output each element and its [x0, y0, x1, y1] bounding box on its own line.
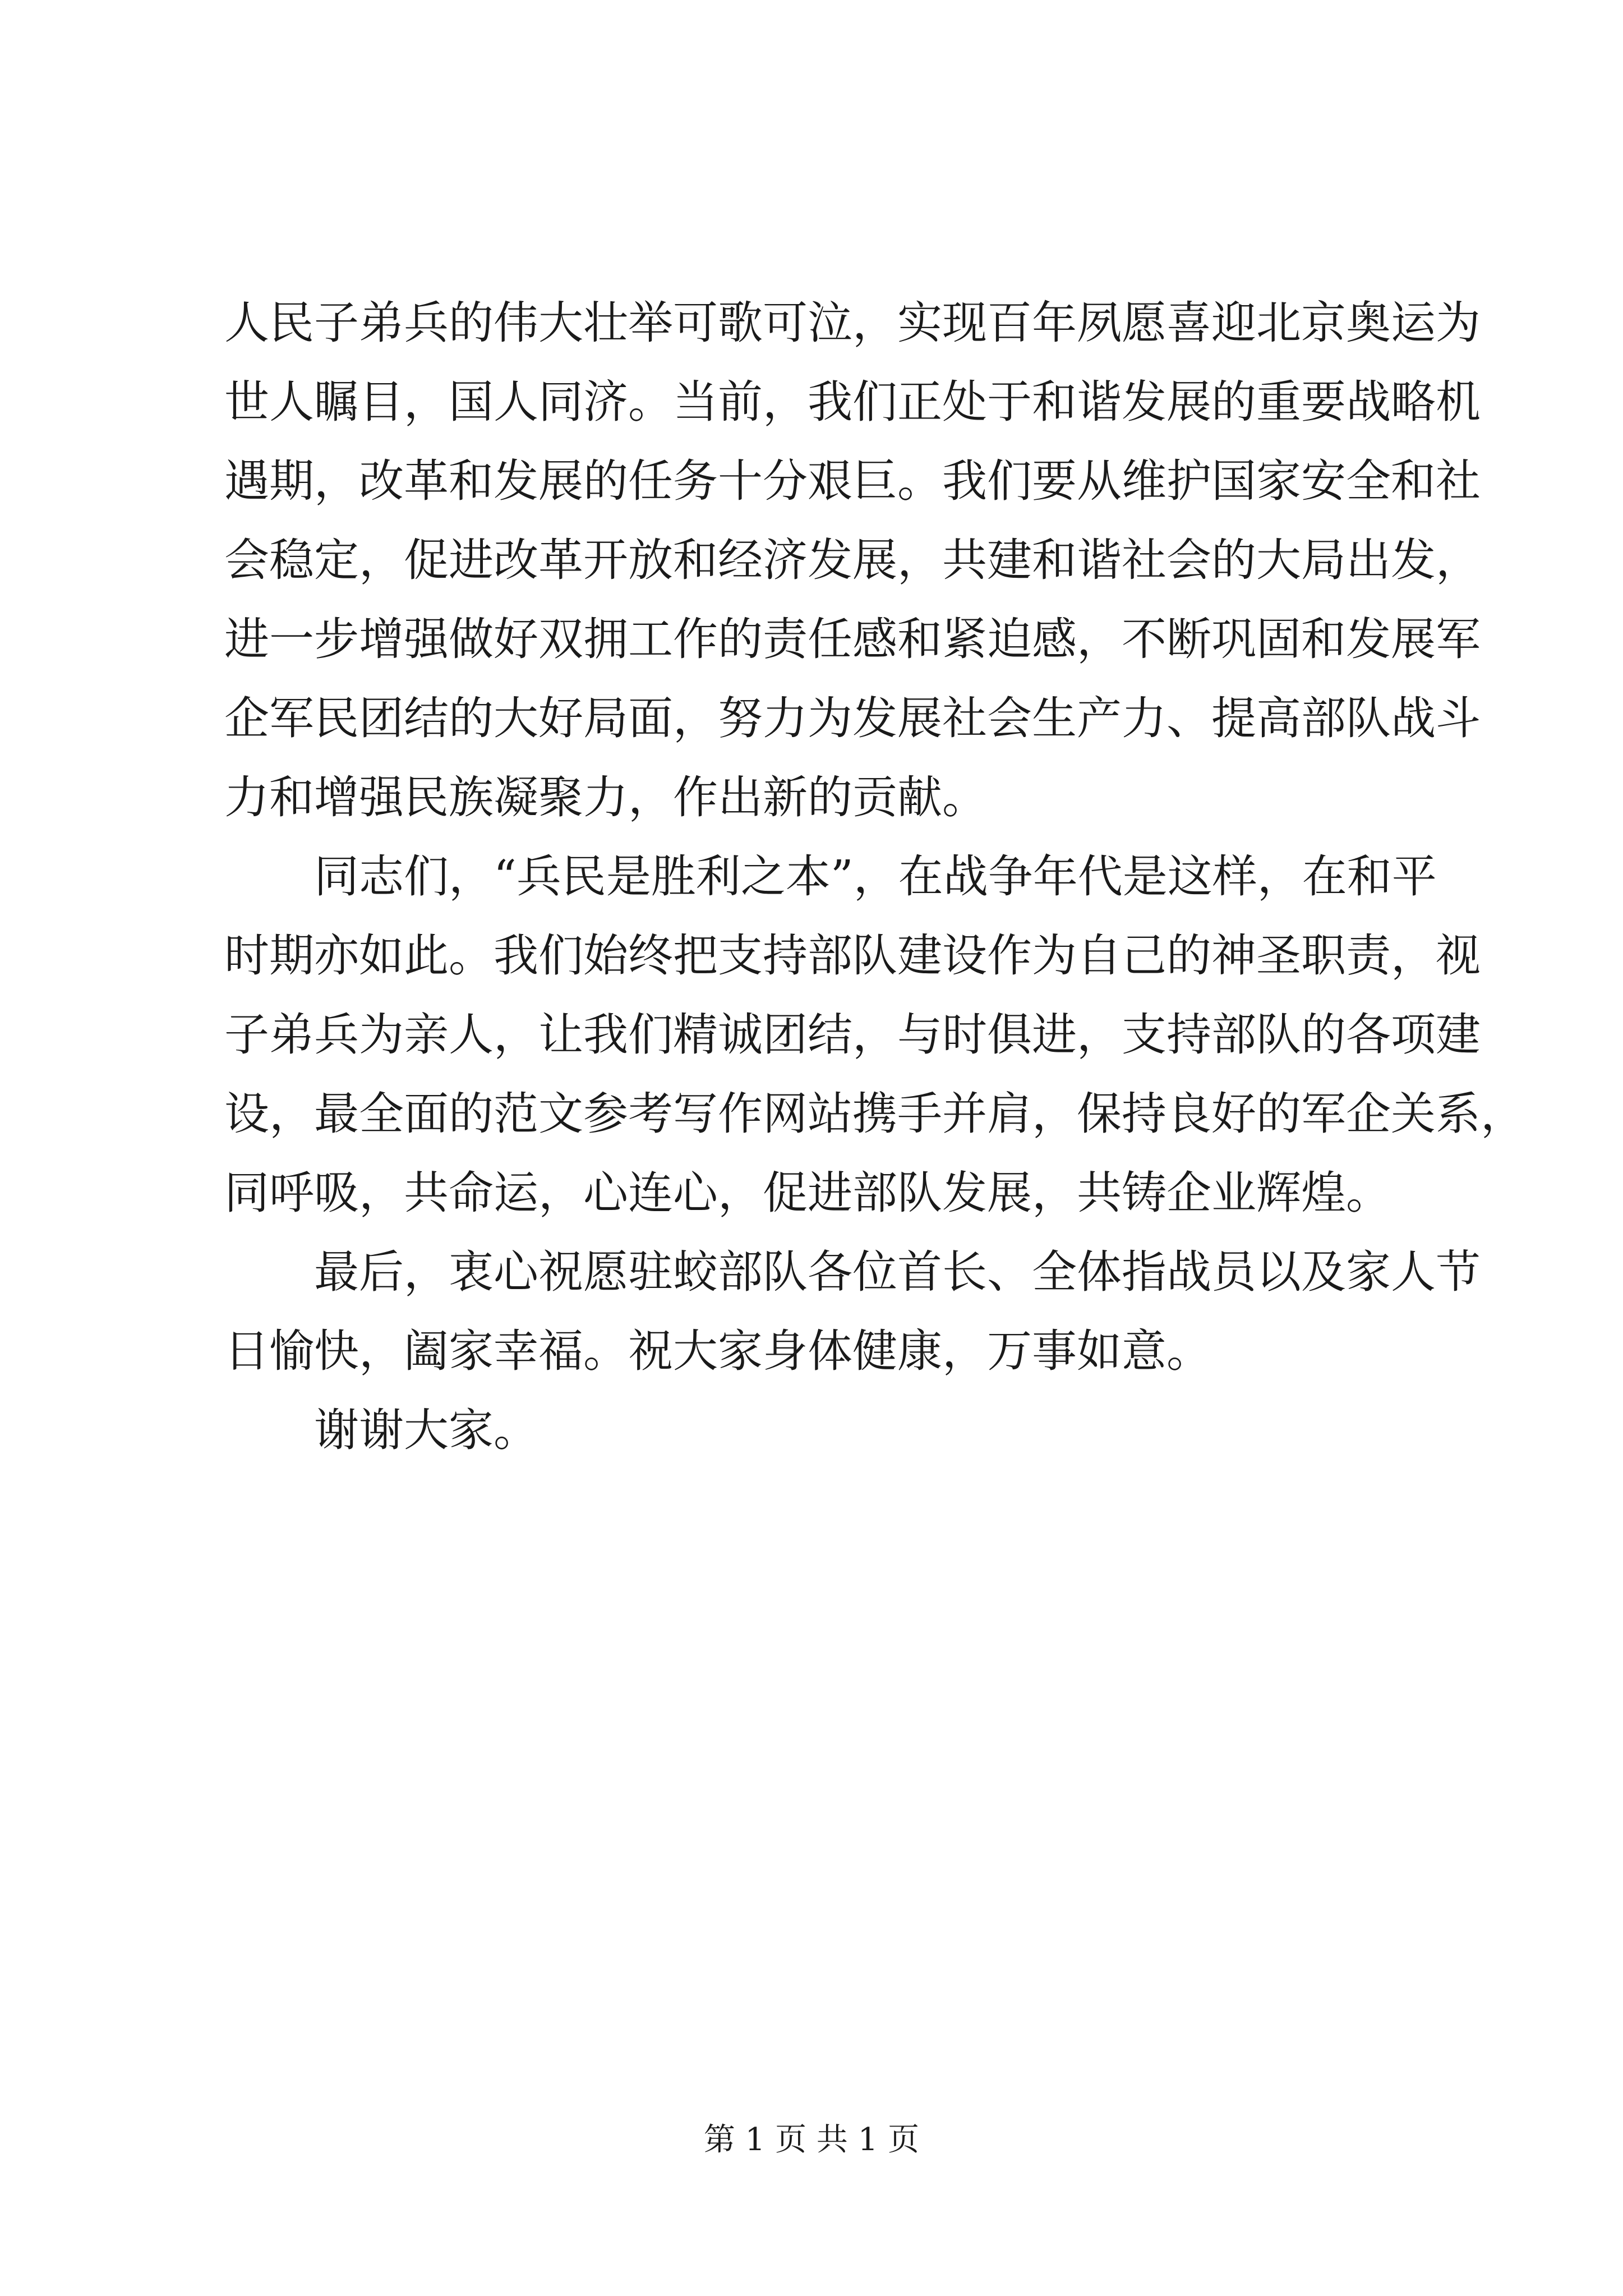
- text-line: 世人瞩目，国人同济。当前，我们正处于和谐发展的重要战略机: [224, 376, 1481, 428]
- paragraph-3: [224, 1232, 1481, 1391]
- paragraph-1: [224, 283, 1481, 837]
- text-line: 时期亦如此。我们始终把支持部队建设作为自己的神圣职责，视: [224, 930, 1481, 982]
- text-line: 人民子弟兵的伟大壮举可歌可泣，实现百年夙愿喜迎北京奥运为: [224, 297, 1481, 349]
- text-line: 同志们，“兵民是胜利之本”，在战争年代是这样，在和平: [314, 850, 1437, 903]
- text-line: 遇期，改革和发展的任务十分艰巨。我们要从维护国家安全和社: [224, 455, 1481, 507]
- page-footer: 第 1 页 共 1 页: [703, 2122, 920, 2158]
- text-line: 进一步增强做好双拥工作的责任感和紧迫感，不断巩固和发展军: [224, 613, 1481, 665]
- text-line: 最后，衷心祝愿驻蛟部队各位首长、全体指战员以及家人节: [314, 1246, 1481, 1298]
- text-line: 谢谢大家。: [314, 1404, 538, 1456]
- body-text: [224, 283, 1525, 1470]
- paragraph-4: [224, 1391, 1413, 1470]
- text-line: 同呼吸，共命运，心连心，促进部队发展，共铸企业辉煌。: [224, 1167, 1391, 1219]
- text-line: 设，最全面的范文参考写作网站携手并肩，保持良好的军企关系，: [224, 1088, 1525, 1140]
- text-line: 日愉快，阖家幸福。祝大家身体健康，万事如意。: [224, 1325, 1211, 1377]
- text-line: 子弟兵为亲人，让我们精诚团结，与时俱进，支持部队的各项建: [224, 1009, 1481, 1061]
- text-line: 力和增强民族凝聚力，作出新的贡献。: [224, 771, 987, 823]
- text-line: 会稳定，促进改革开放和经济发展，共建和谐社会的大局出发，: [224, 534, 1481, 586]
- paragraph-2: [224, 837, 1525, 1232]
- text-line: 企军民团结的大好局面，努力为发展社会生产力、提高部队战斗: [224, 692, 1481, 744]
